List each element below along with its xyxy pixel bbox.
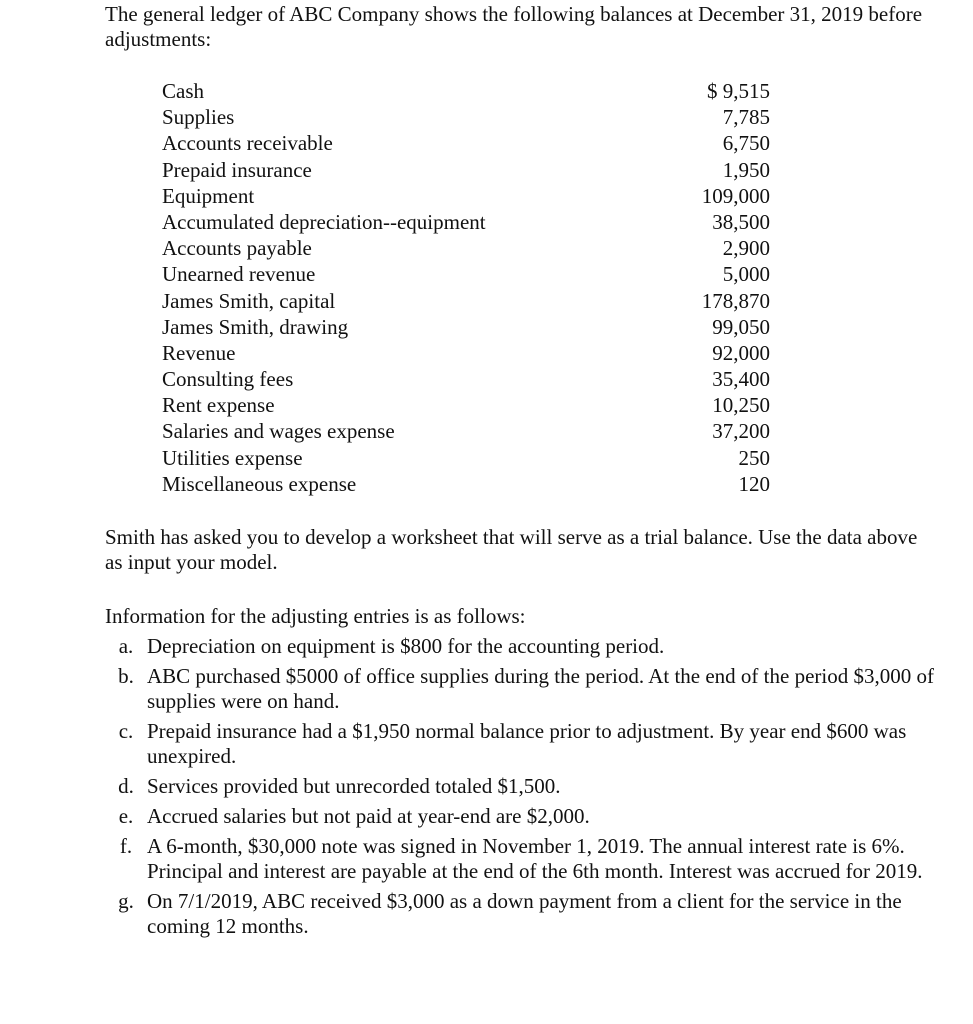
ledger-row [162,209,772,235]
adjustment-text: A 6-month, $30,000 note was signed in November 1, 2019. The annual interest rate is 6%. Principal and interest are payable at the end of the 6th month. Interest was accrued for 2019. [147,834,923,883]
ledger-account: James Smith, capital [162,288,336,313]
adjustment-letter: d. [118,774,134,798]
ledger-row [162,130,772,156]
adjustment-text: On 7/1/2019, ABC received $3,000 as a down payment from a client for the service in the coming 12 months. [147,889,902,938]
ledger-account: Accumulated depreciation--equipment [162,209,486,234]
ledger-row [162,392,772,418]
adjustment-letter: g. [118,889,134,913]
ledger-row [162,235,772,261]
ledger-row [162,157,772,183]
ledger-account: Unearned revenue [162,262,316,287]
ledger-account: Supplies [162,105,235,130]
ledger-amount: $ 9,515 [707,79,770,103]
adjustment-letter: b. [118,664,134,688]
ledger-row [162,340,772,366]
ledger-amount: 99,050 [712,314,770,339]
ledger-amount: 35,400 [712,367,770,392]
ledger-amount: 1,950 [722,157,770,182]
ledger-row [162,314,772,340]
adjustment-item [105,664,935,714]
ledger-account: James Smith, drawing [162,314,349,339]
ledger-account: Equipment [162,183,255,208]
ledger-row [162,261,772,287]
task-paragraph: Smith has asked you to develop a worksheet that will serve as a trial balance. Use the data above as input your model. [105,525,918,574]
ledger-row [162,78,772,104]
ledger-account: Accounts payable [162,236,312,261]
ledger-account: Rent expense [162,393,275,418]
adjustment-text: ABC purchased $5000 of office supplies during the period. At the end of the period $3,000 of supplies were on hand. [147,664,934,713]
adjustment-letter: a. [118,634,134,658]
ledger-row [162,471,772,497]
adjustment-letter: f. [119,834,133,858]
adjustment-text: Services provided but unrecorded totaled $1,500. [147,774,561,798]
ledger-account: Salaries and wages expense [162,419,395,444]
adjustment-text: Prepaid insurance had a $1,950 normal balance prior to adjustment. By year end $600 was unexpired. [147,719,907,768]
intro-paragraph: The general ledger of ABC Company shows the following balances at December 31, 2019 before adjustments: [105,2,923,51]
adjustment-letter: e. [118,804,134,828]
adjustment-text: Depreciation on equipment is $800 for the accounting period. [147,634,665,658]
adjustment-item [105,719,935,769]
adjustments-list [105,634,935,944]
ledger-balance-list [162,78,772,497]
ledger-amount: 109,000 [701,183,770,208]
ledger-row [162,418,772,444]
ledger-amount: 37,200 [712,419,770,444]
ledger-account: Utilities expense [162,445,303,470]
ledger-row [162,366,772,392]
adjustment-text: Accrued salaries but not paid at year-end are $2,000. [147,804,590,828]
ledger-amount: 7,785 [722,105,770,130]
ledger-amount: 250 [738,445,770,470]
ledger-row [162,183,772,209]
ledger-amount: 120 [738,471,770,496]
ledger-account: Consulting fees [162,367,294,392]
adjustment-item [105,804,935,829]
ledger-account: Prepaid insurance [162,157,312,182]
adjustment-item [105,634,935,659]
adjustment-item [105,774,935,799]
ledger-account: Miscellaneous expense [162,471,357,496]
ledger-amount: 92,000 [712,340,770,365]
ledger-row [162,445,772,471]
ledger-amount: 6,750 [722,131,770,156]
ledger-account: Revenue [162,340,236,365]
ledger-amount: 178,870 [701,288,770,313]
ledger-account: Cash [162,79,204,103]
ledger-amount: 2,900 [722,236,770,261]
adjustment-item [105,889,935,939]
ledger-amount: 38,500 [712,209,770,234]
ledger-amount: 5,000 [722,262,770,287]
ledger-amount: 10,250 [712,393,770,418]
ledger-row [162,104,772,130]
adjustment-letter: c. [118,719,134,743]
ledger-account: Accounts receivable [162,131,333,156]
ledger-row [162,288,772,314]
adjustment-item [105,834,935,884]
adjustments-heading: Information for the adjusting entries is as follows: [105,604,526,628]
